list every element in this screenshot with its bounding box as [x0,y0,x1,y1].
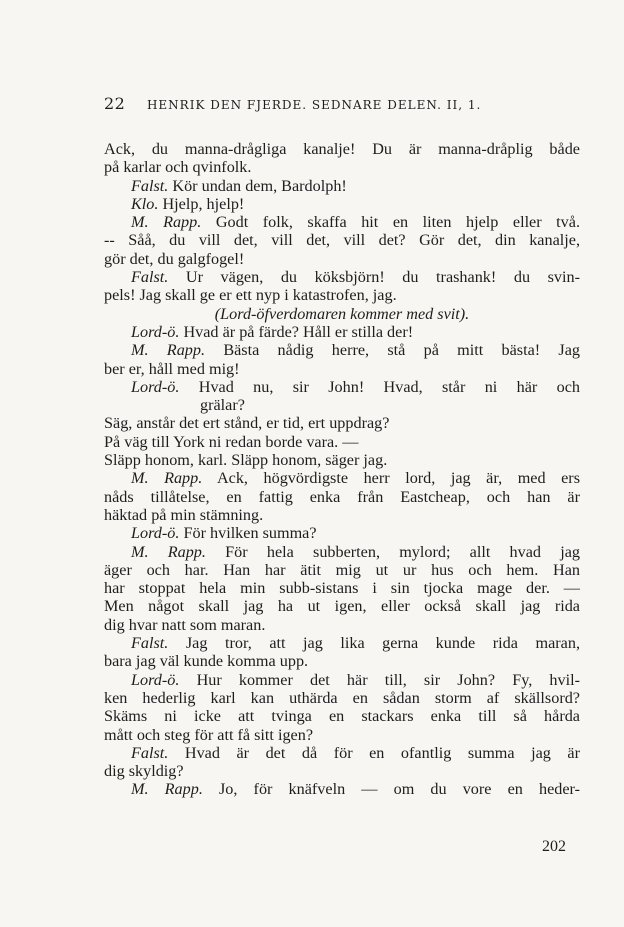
line-text: Säg, anstår det ert stånd, er tid, ert uppdrag? [104,414,390,433]
line-text: För hela subberten, mylord; allt hvad jag [225,542,581,561]
play-text [104,140,580,799]
text-line [104,250,580,268]
line-text: mått och steg för att få sitt igen? [104,725,314,744]
text-line [104,195,580,213]
line-text: häktad på min stämning. [104,505,264,524]
line-text: gör det, du galgfogel! [104,249,245,268]
line-text: (Lord-öfverdomaren kommer med svit). [214,304,470,323]
text-line [104,634,580,652]
line-text: äger och har. Han har ätit mig ut ur hus och hem. Han [104,560,580,579]
line-text: Men något skall jag ha ut igen, eller också skall jag rida [104,597,580,616]
line-text: dig hvar natt som maran. [104,615,266,634]
line-text: Bästa nådig herre, stå på mitt bästa! Jag [223,341,581,360]
running-title: HENRIK DEN FJERDE. SEDNARE DELEN. II, 1. [146,98,482,112]
line-text: Skäms ni icke att tvinga en stackars enka till så hårda [104,707,580,726]
text-line [104,762,580,780]
speaker-name: Falst. [131,268,169,287]
speaker-name: M. Rapp. [131,341,206,360]
text-line [104,671,580,689]
line-text: Hvad nu, sir John! Hvad, står ni här och [198,377,581,396]
line-text: Hvad är det då för en ofantlig summa jag är [184,743,581,762]
line-text: nåds tillåtelse, en fattig enka från Eastcheap, och han är [104,487,580,506]
text-line [104,177,580,195]
text-line [104,231,580,249]
speaker-name: Lord-ö. [131,377,180,396]
line-text: Hur kommer det här till, sir John? Fy, hvil- [196,670,581,689]
line-text: Kör undan dem, Bardolph! [172,176,347,195]
stage-direction [104,305,580,323]
text-line [104,286,580,304]
speaker-name: Lord-ö. [131,524,180,543]
page-number: 22 [104,94,126,113]
speaker-name: M. Rapp. [131,542,206,561]
speaker-name: Lord-ö. [131,322,180,341]
printer-signature: 202 [542,838,566,855]
text-line [104,140,580,158]
line-text: ken hederlig karl kan uthärda en sådan storm af skällsord? [104,688,580,707]
speaker-name: Falst. [131,634,169,653]
text-line [104,451,580,469]
text-line [104,414,580,432]
line-text: på karlar och qvinfolk. [104,158,252,177]
line-text: På väg till York ni redan borde vara. — [104,432,359,451]
line-text: Ack, högvördigste herr lord, jag är, med ers [216,469,580,488]
line-text: Hjelp, hjelp! [162,194,245,213]
speaker-name: M. Rapp. [131,213,202,232]
text-line [104,616,580,634]
line-text: Släpp honom, karl. Släpp honom, säger jag. [104,451,388,470]
speaker-name: Klo. [131,194,159,213]
line-text: dig skyldig? [104,762,184,781]
text-line [104,341,580,359]
line-text: Ack, du manna-drågliga kanalje! Du är manna-dråplig både [104,140,580,158]
text-line [104,543,580,561]
line-text: Jo, för knäfveln — om du vore en heder- [219,780,581,799]
text-line [104,597,580,615]
text-line [104,579,580,597]
text-line [104,561,580,579]
line-text: Ur vägen, du köksbjörn! du trashank! du svin- [185,268,580,287]
text-line [104,652,580,670]
text-line [104,213,580,231]
text-line [104,689,580,707]
speaker-name: Falst. [131,176,169,195]
speaker-name: M. Rapp. [131,780,203,799]
speaker-name: M. Rapp. [131,469,203,488]
line-text: bara jag väl kunde komma upp. [104,652,309,671]
line-text: Godt folk, skaffa hit en liten hjelp eller två. [215,213,581,232]
text-line [104,396,580,414]
text-line [104,488,580,506]
line-text: För hvilken summa? [183,524,317,543]
line-text: grälar? [200,396,245,415]
line-text: ber er, håll med mig! [104,359,240,378]
text-line [104,780,580,798]
text-line [104,524,580,542]
running-header [104,94,584,113]
line-text: har stoppat hela min subb-sistans i sin tjocka mage der. — [104,579,580,598]
text-line [104,469,580,487]
speaker-name: Falst. [131,743,169,762]
text-line [104,506,580,524]
line-text: -- Såå, du vill det, vill det, vill det? Gör det, din kanalje, [104,231,580,250]
text-line [104,323,580,341]
text-line [104,433,580,451]
line-text: Jag tror, att jag lika gerna kunde rida maran, [185,634,580,653]
text-line [104,378,580,396]
text-line [104,158,580,176]
text-line [104,268,580,286]
text-line [104,360,580,378]
text-line [104,744,580,762]
line-text: Hvad är på färde? Håll er stilla der! [183,322,414,341]
line-text: pels! Jag skall ge er ett nyp i katastrofen, jag. [104,286,397,305]
text-line [104,726,580,744]
speaker-name: Lord-ö. [131,670,180,689]
text-line [104,707,580,725]
